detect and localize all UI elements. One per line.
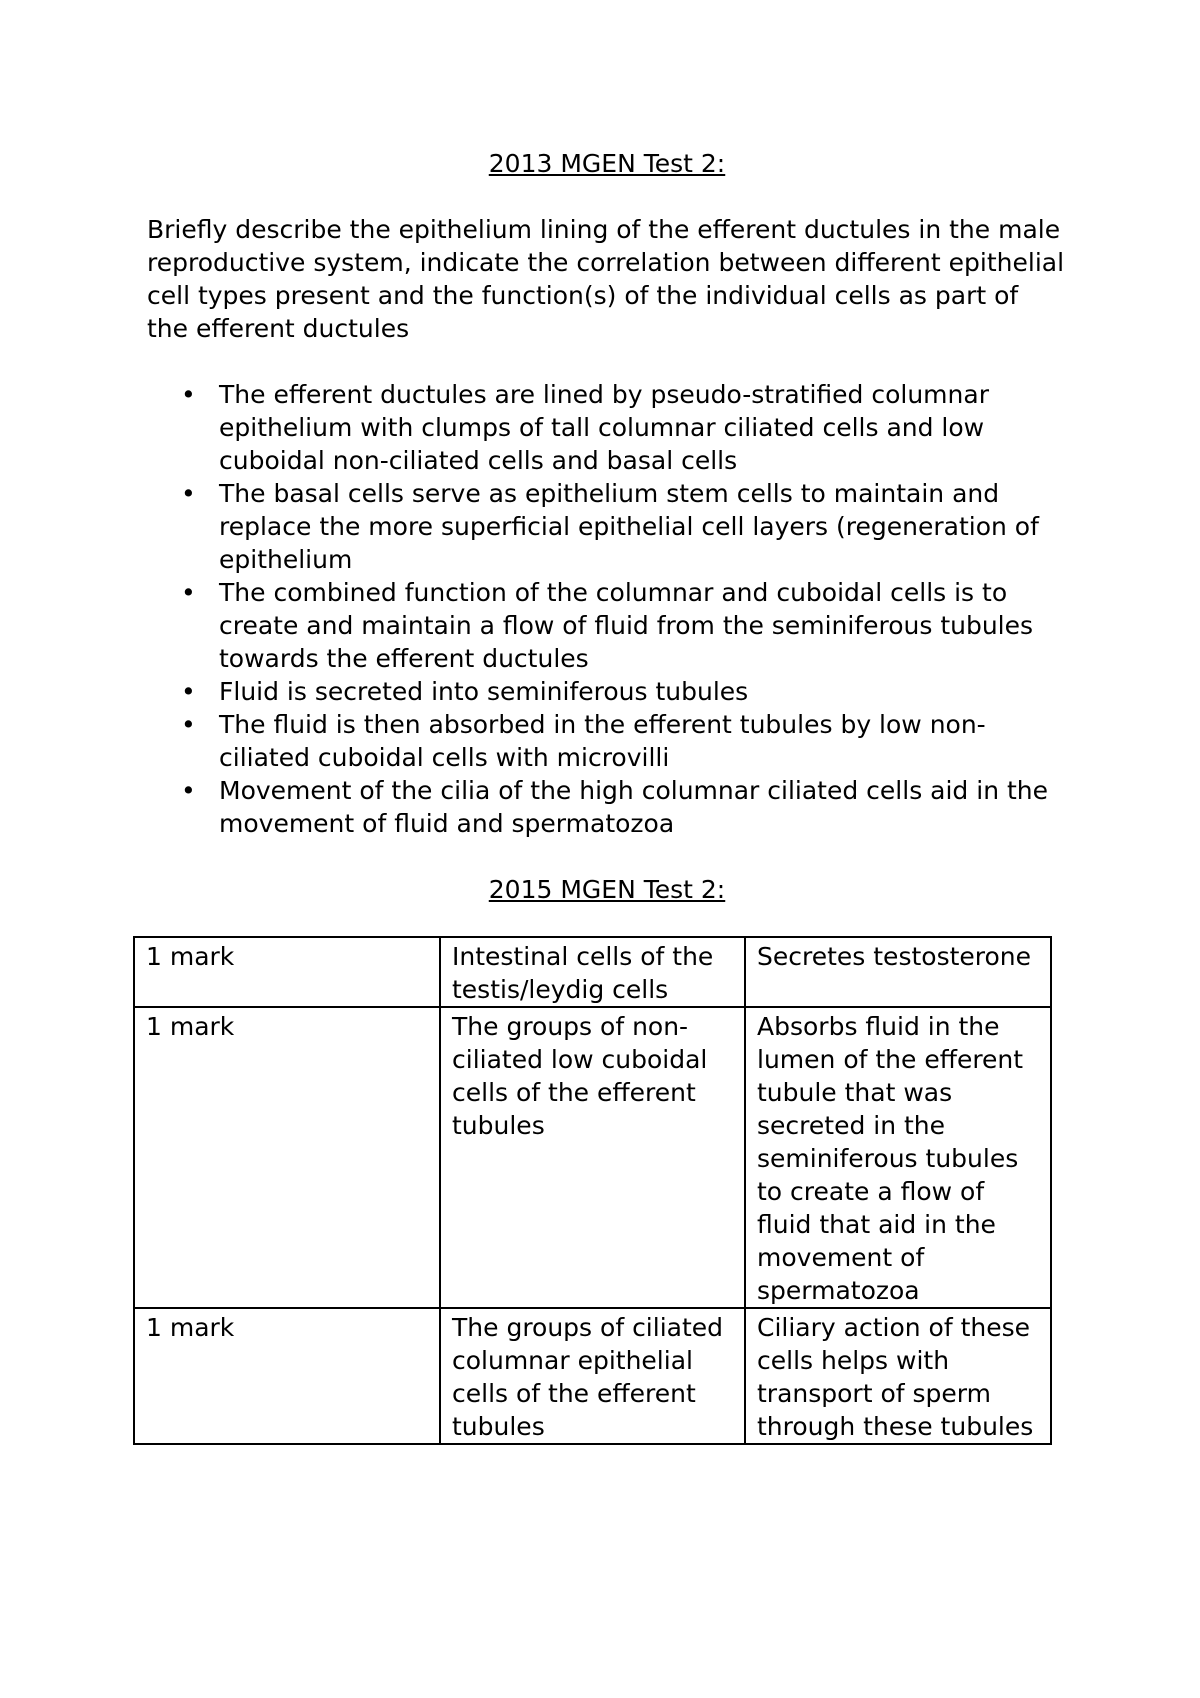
table-row bbox=[134, 1007, 1051, 1308]
section-heading-2015: 2015 MGEN Test 2: bbox=[488, 875, 726, 904]
list-item-text: The efferent ductules are lined by pseudo-stratified columnar epithelium with clumps of tall columnar ciliated cells and low cuboidal non-ciliated cells and basal cells bbox=[219, 380, 989, 475]
section-heading-2013: 2013 MGEN Test 2: bbox=[488, 149, 726, 178]
function-cell: Secretes testosterone bbox=[745, 937, 1051, 1007]
list-item bbox=[181, 477, 1067, 576]
list-item-text: Fluid is secreted into seminiferous tubules bbox=[219, 677, 749, 706]
cell-type-cell: The groups of ciliated columnar epithelial cells of the efferent tubules bbox=[440, 1308, 745, 1444]
bullet-icon: • bbox=[181, 380, 196, 409]
list-item bbox=[181, 774, 1067, 840]
bullet-icon: • bbox=[181, 479, 196, 508]
list-item bbox=[181, 378, 1067, 477]
mark-cell: 1 mark bbox=[134, 1007, 440, 1308]
exam-question: Briefly describe the epithelium lining of the efferent ductules in the male reproductive system, indicate the correlation between different epithelial cell types present and the function(s) of the individual cells as part of the efferent ductules bbox=[147, 215, 1065, 343]
marks-table bbox=[133, 936, 1052, 1445]
document-content bbox=[147, 147, 1067, 906]
table-row bbox=[134, 1308, 1051, 1444]
list-item bbox=[181, 708, 1067, 774]
list-item-text: Movement of the cilia of the high columnar ciliated cells aid in the movement of fluid and spermatozoa bbox=[219, 776, 1049, 838]
function-cell: Absorbs fluid in the lumen of the efferent tubule that was secreted in the seminiferous tubules to create a flow of fluid that aid in the movement of spermatozoa bbox=[745, 1007, 1051, 1308]
list-item-text: The combined function of the columnar and cuboidal cells is to create and maintain a flow of fluid from the seminiferous tubules towards the efferent ductules bbox=[219, 578, 1034, 673]
answer-list bbox=[147, 378, 1067, 840]
mark-cell: 1 mark bbox=[134, 1308, 440, 1444]
list-item bbox=[181, 576, 1067, 675]
list-item bbox=[181, 675, 1067, 708]
mark-cell: 1 mark bbox=[134, 937, 440, 1007]
list-item-text: The fluid is then absorbed in the efferent tubules by low non-ciliated cuboidal cells with microvilli bbox=[219, 710, 986, 772]
cell-type-cell: Intestinal cells of the testis/leydig cells bbox=[440, 937, 745, 1007]
bullet-icon: • bbox=[181, 776, 196, 805]
table-row bbox=[134, 937, 1051, 1007]
function-cell: Ciliary action of these cells helps with transport of sperm through these tubules bbox=[745, 1308, 1051, 1444]
bullet-icon: • bbox=[181, 677, 196, 706]
bullet-icon: • bbox=[181, 578, 196, 607]
list-item-text: The basal cells serve as epithelium stem cells to maintain and replace the more superficial epithelial cell layers (regeneration of epithelium bbox=[219, 479, 1039, 574]
bullet-icon: • bbox=[181, 710, 196, 739]
cell-type-cell: The groups of non-ciliated low cuboidal cells of the efferent tubules bbox=[440, 1007, 745, 1308]
